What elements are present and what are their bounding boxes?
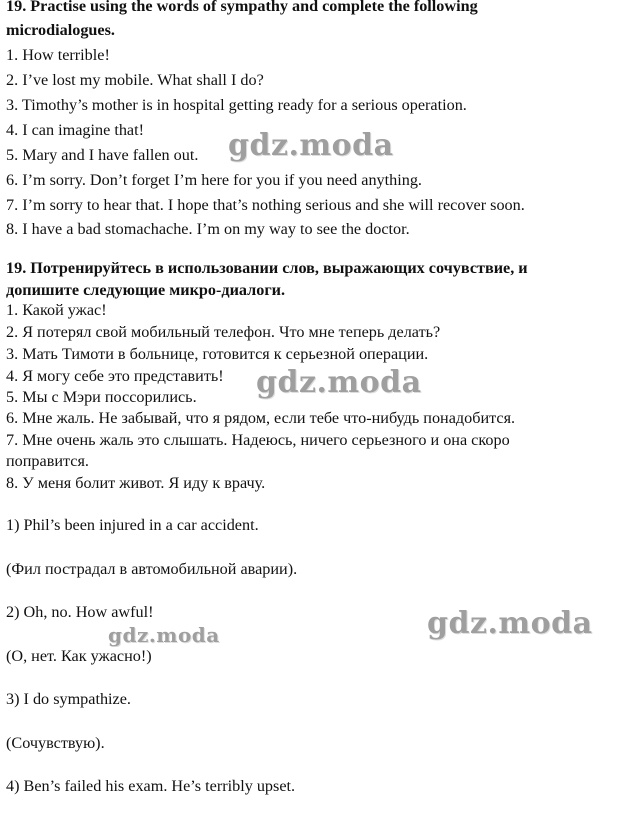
ru-item-3: 3. Мать Тимоти в больнице, готовится к серьезной операции. (6, 345, 429, 363)
watermark-logo: gdz.moda (228, 128, 394, 163)
ru-item-2: 2. Я потерял свой мобильный телефон. Что мне теперь делать? (6, 323, 441, 341)
ru-item-4: 4. Я могу себе это представить! (6, 367, 224, 385)
answer-4: 4) Ben’s failed his exam. He’s terribly upset. (6, 777, 296, 795)
watermark-logo: gdz.moda (108, 623, 220, 647)
exercise-heading-ru: 19. Потренируйтесь в использовании слов, выражающих сочувствие, и (6, 259, 528, 277)
answer-1-translation: (Фил пострадал в автомобильной аварии). (6, 560, 298, 578)
en-item-4: 4. I can imagine that! (6, 121, 144, 139)
answer-2: 2) Oh, no. How awful! (6, 603, 154, 621)
watermark-logo: gdz.moda (256, 365, 422, 400)
ru-item-7: 7. Мне очень жаль это слышать. Надеюсь, ничего серьезного и она скоро (6, 431, 510, 449)
en-item-3: 3. Timothy’s mother is in hospital getting ready for a serious operation. (6, 96, 467, 114)
en-item-7: 7. I’m sorry to hear that. I hope that’s nothing serious and she will recover soon. (6, 196, 525, 214)
en-item-5: 5. Mary and I have fallen out. (6, 146, 199, 164)
en-item-8: 8. I have a bad stomachache. I’m on my way to see the doctor. (6, 220, 410, 238)
ru-item-1: 1. Какой ужас! (6, 301, 107, 319)
watermark-logo: gdz.moda (427, 606, 593, 641)
ru-item-7-cont: поправится. (6, 452, 89, 470)
answer-3: 3) I do sympathize. (6, 690, 131, 708)
answer-1: 1) Phil’s been injured in a car accident. (6, 516, 259, 534)
exercise-heading-ru-cont: допишите следующие микро-диалоги. (6, 281, 286, 299)
exercise-heading-en-cont: microdialogues. (6, 21, 115, 39)
ru-item-6: 6. Мне жаль. Не забывай, что я рядом, если тебе что-нибудь понадобится. (6, 409, 516, 427)
en-item-2: 2. I’ve lost my mobile. What shall I do? (6, 71, 264, 89)
en-item-1: 1. How terrible! (6, 46, 110, 64)
ru-item-8: 8. У меня болит живот. Я иду к врачу. (6, 474, 266, 492)
answer-3-translation: (Сочувствую). (6, 734, 105, 752)
answer-2-translation: (О, нет. Как ужасно!) (6, 647, 152, 665)
ru-item-5: 5. Мы с Мэри поссорились. (6, 388, 197, 406)
exercise-heading-en: 19. Practise using the words of sympathy and complete the following (6, 0, 478, 15)
en-item-6: 6. I’m sorry. Don’t forget I’m here for you if you need anything. (6, 171, 422, 189)
